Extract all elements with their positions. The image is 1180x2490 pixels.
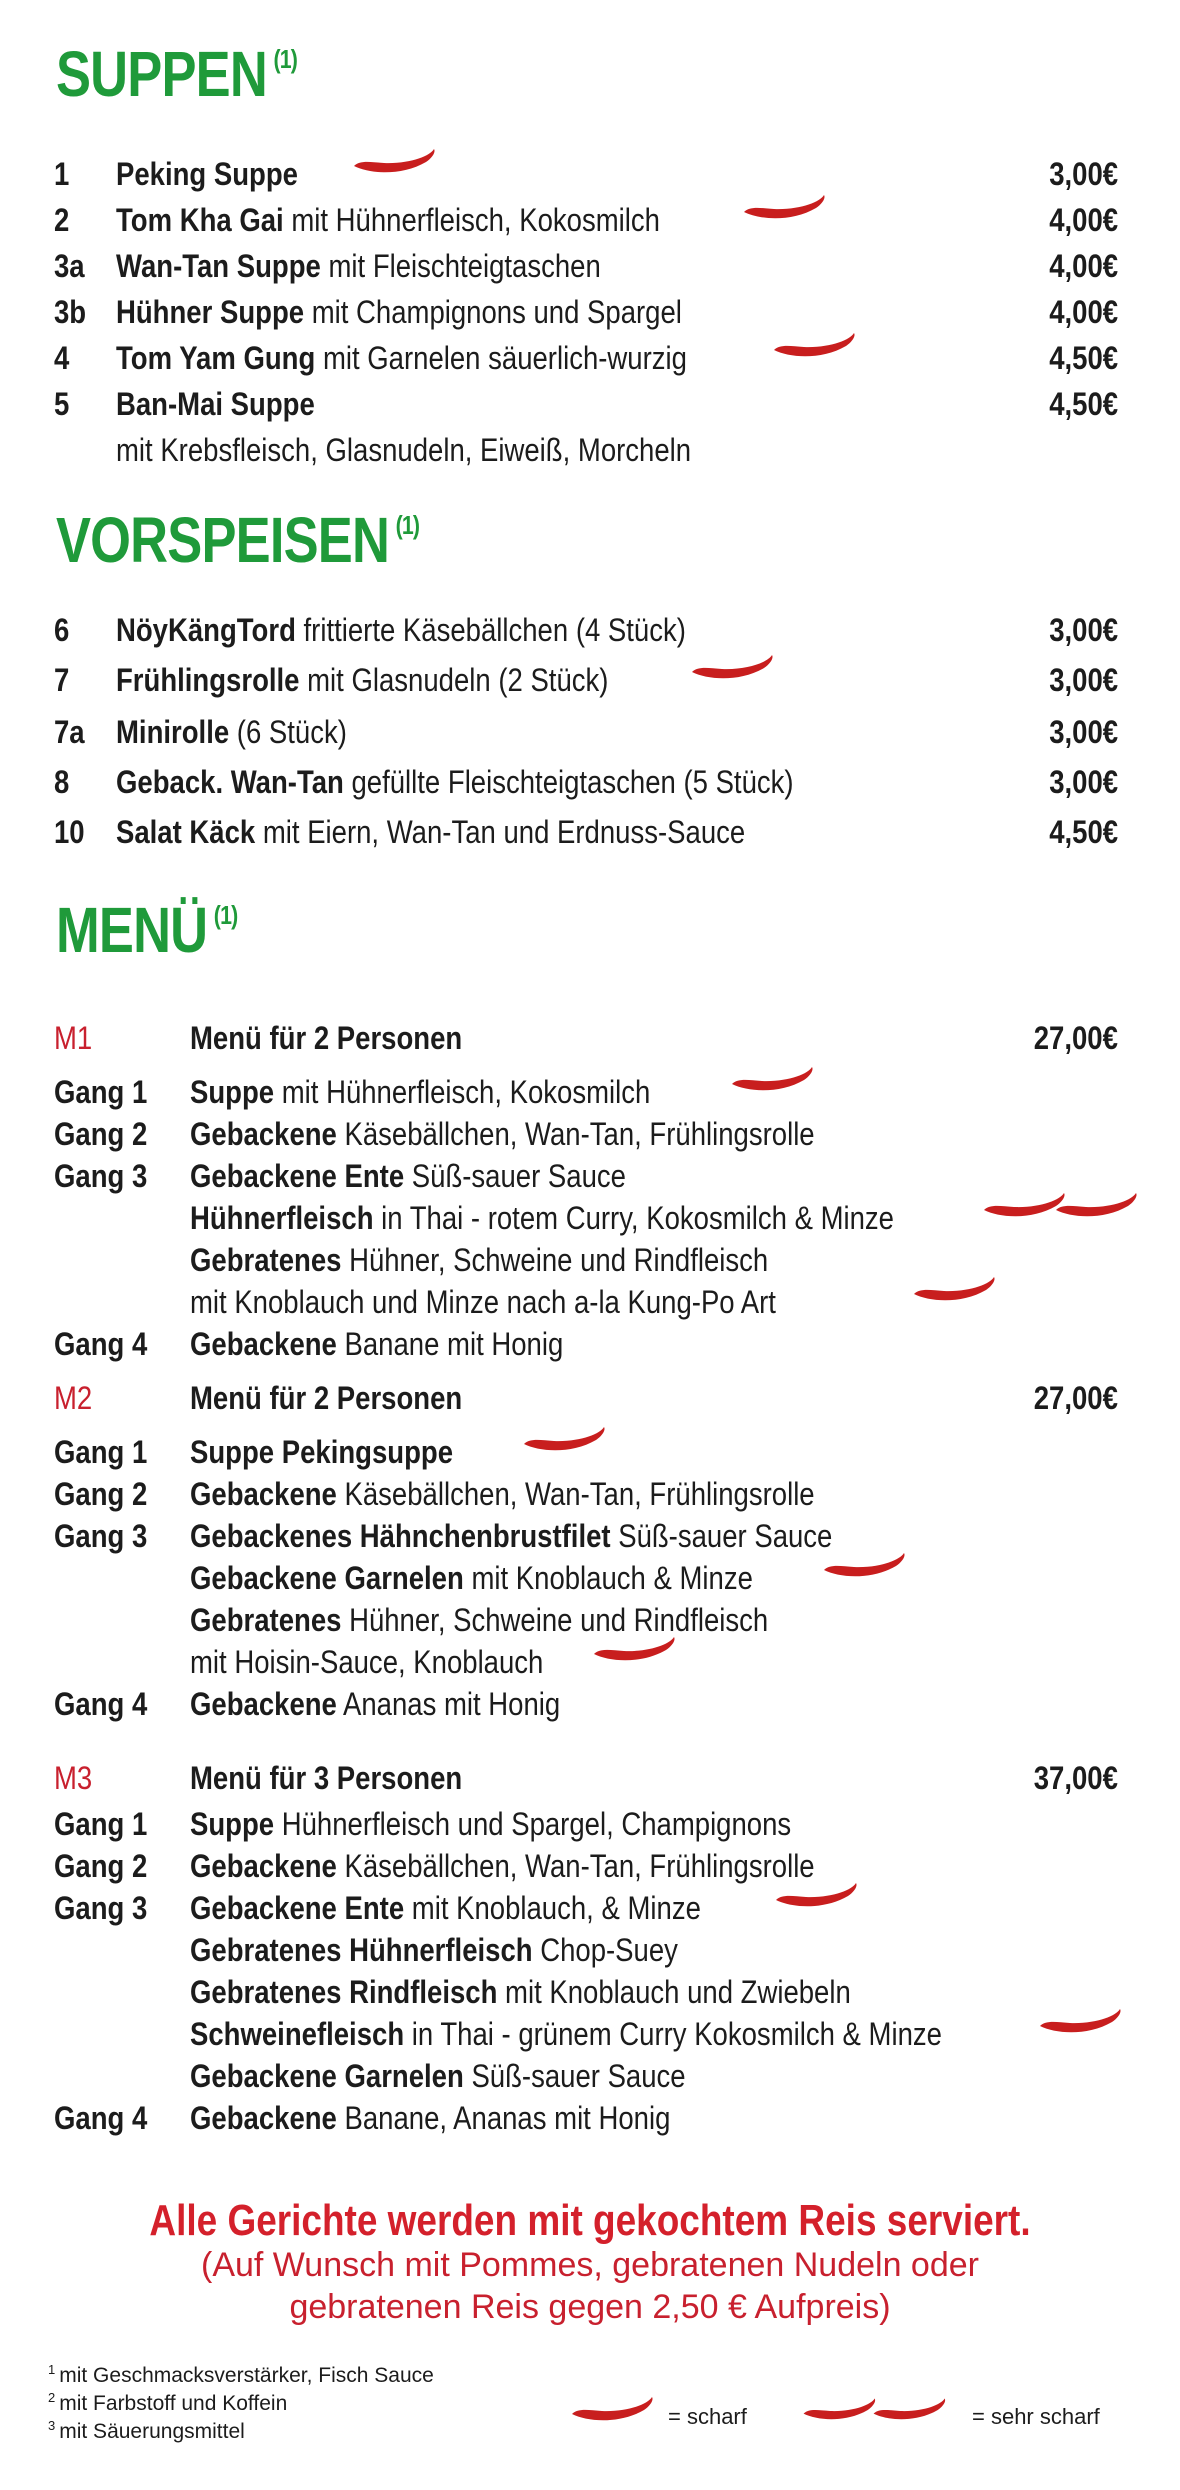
course-label: Gang 3 xyxy=(54,1890,148,1926)
course-description: mit Hoisin-Sauce, Knoblauch xyxy=(190,1644,544,1680)
item-name: Geback. Wan-Tan xyxy=(116,764,344,800)
rice-notice-price: gebratenen Reis gegen 2,50 € Aufpreis) xyxy=(289,2288,891,2326)
course-text xyxy=(190,2102,670,2134)
item-name: Salat Käck xyxy=(116,814,256,850)
course-dish: Gebackene xyxy=(190,1848,337,1884)
legend-scharf: = scharf xyxy=(668,2404,747,2429)
chili-pepper-icon xyxy=(590,1634,680,1668)
menu-title: Menü für 2 Personen xyxy=(190,1380,463,1416)
course-description: mit Knoblauch und Minze nach a-la Kung-Po Art xyxy=(190,1284,776,1320)
course-text xyxy=(190,1976,851,2008)
course-description: Süß-sauer Sauce xyxy=(463,2058,686,2094)
item-description: mit Eiern, Wan-Tan und Erdnuss-Sauce xyxy=(255,814,746,850)
item-number: 6 xyxy=(54,612,70,648)
course-dish: Suppe Pekingsuppe xyxy=(190,1434,454,1470)
rice-notice: Alle Gerichte werden mit gekochtem Reis serviert. xyxy=(149,2196,1031,2245)
chili-pepper-icon xyxy=(568,2394,658,2428)
chili-pepper-icon xyxy=(910,1274,1000,1308)
item-price: 3,00€ xyxy=(1049,156,1118,192)
course-dish: Gebackene Ente xyxy=(190,1890,405,1926)
item-number: 1 xyxy=(54,156,70,192)
item-name: Peking Suppe xyxy=(116,156,298,192)
item-text xyxy=(116,296,682,328)
item-number: 3b xyxy=(54,294,87,330)
item-description: frittierte Käsebällchen (4 Stück) xyxy=(295,612,686,648)
section-title-suppen: SUPPEN $^{(1)}$ xyxy=(56,38,298,110)
course-label: Gang 2 xyxy=(54,1848,148,1884)
course-description: in Thai - rotem Curry, Kokosmilch & Minze xyxy=(373,1200,894,1236)
item-price: 4,00€ xyxy=(1049,294,1118,330)
course-description: mit Knoblauch, & Minze xyxy=(404,1890,701,1926)
item-number: 4 xyxy=(54,340,70,376)
item-text xyxy=(116,816,745,848)
course-dish: Gebratenes Rindfleisch xyxy=(190,1974,498,2010)
item-price: 3,00€ xyxy=(1049,714,1118,750)
item-price: 3,00€ xyxy=(1049,764,1118,800)
course-dish: Gebackene xyxy=(190,1686,337,1722)
course-text xyxy=(190,1934,678,1966)
course-description: Hühnerfleisch und Spargel, Champignons xyxy=(274,1806,792,1842)
course-text xyxy=(190,1286,776,1318)
item-number: 7a xyxy=(54,714,85,750)
course-description: mit Knoblauch und Zwiebeln xyxy=(497,1974,851,2010)
chili-pepper-icon xyxy=(870,2394,950,2428)
course-label: Gang 4 xyxy=(54,1686,148,1722)
course-description: Käsebällchen, Wan-Tan, Frühlingsrolle xyxy=(336,1848,815,1884)
chili-pepper-icon xyxy=(740,192,830,226)
item-description: mit Garnelen säuerlich-wurzig xyxy=(315,340,687,376)
course-text xyxy=(190,2018,942,2050)
item-price: 4,00€ xyxy=(1049,202,1118,238)
item-text xyxy=(116,766,794,798)
course-label: Gang 2 xyxy=(54,1116,148,1152)
item-number: 5 xyxy=(54,386,70,422)
course-text xyxy=(190,1850,815,1882)
item-price: 4,50€ xyxy=(1049,340,1118,376)
course-dish: Gebackene xyxy=(190,2100,337,2136)
item-description: (6 Stück) xyxy=(229,714,347,750)
item-description: mit Hühnerfleisch, Kokosmilch xyxy=(283,202,660,238)
course-description: Süß-sauer Sauce xyxy=(610,1518,833,1554)
rice-notice-option: (Auf Wunsch mit Pommes, gebratenen Nudeln oder xyxy=(201,2246,979,2284)
chili-pepper-icon xyxy=(770,330,860,364)
chili-pepper-icon xyxy=(728,1064,818,1098)
course-label: Gang 4 xyxy=(54,1326,148,1362)
item-text xyxy=(116,250,601,282)
course-dish: Gebackene Garnelen xyxy=(190,1560,464,1596)
course-description: Süß-sauer Sauce xyxy=(404,1158,626,1194)
course-dish: Hühnerfleisch xyxy=(190,1200,374,1236)
item-text xyxy=(116,716,347,748)
item-number: 3a xyxy=(54,248,85,284)
course-dish: Gebackenes Hähnchenbrustfilet xyxy=(190,1518,611,1554)
item-text xyxy=(116,388,315,420)
footnote-3: $^3$ mit Säuerungsmittel xyxy=(48,2418,245,2443)
item-price: 3,00€ xyxy=(1049,612,1118,648)
item-price: 3,00€ xyxy=(1049,662,1118,698)
course-label: Gang 2 xyxy=(54,1476,148,1512)
item-text xyxy=(116,664,608,696)
course-description: Hühner, Schweine und Rindfleisch xyxy=(341,1602,769,1638)
course-label: Gang 1 xyxy=(54,1074,148,1110)
section-title-menu: MENÜ $^{(1)}$ xyxy=(56,894,238,966)
item-name: Tom Kha Gai xyxy=(116,202,284,238)
course-dish: Gebratenes xyxy=(190,1242,342,1278)
course-text xyxy=(190,1520,832,1552)
course-description: Käsebällchen, Wan-Tan, Frühlingsrolle xyxy=(336,1116,815,1152)
course-label: Gang 1 xyxy=(54,1434,148,1470)
course-label: Gang 1 xyxy=(54,1806,148,1842)
course-text xyxy=(190,1478,815,1510)
course-text xyxy=(190,1328,563,1360)
menu-price: 27,00€ xyxy=(1033,1380,1118,1416)
item-description: mit Glasnudeln (2 Stück) xyxy=(299,662,609,698)
item-number: 2 xyxy=(54,202,70,238)
course-text xyxy=(190,1688,560,1720)
item-text xyxy=(116,342,687,374)
item-number: 10 xyxy=(54,814,85,850)
chili-pepper-icon xyxy=(520,1424,610,1458)
course-dish: Gebackene xyxy=(190,1116,337,1152)
item-name: Frühlingsrolle xyxy=(116,662,300,698)
course-dish: Gebackene xyxy=(190,1476,337,1512)
item-text xyxy=(116,614,686,646)
item-name: Ban-Mai Suppe xyxy=(116,386,315,422)
course-text xyxy=(190,1202,894,1234)
course-text xyxy=(190,1436,453,1468)
menu-title: Menü für 3 Personen xyxy=(190,1760,463,1796)
item-description: mit Champignons und Spargel xyxy=(304,294,682,330)
item-name: NöyKängTord xyxy=(116,612,296,648)
course-description: Banane mit Honig xyxy=(336,1326,564,1362)
item-text xyxy=(116,204,660,236)
course-text xyxy=(190,1076,650,1108)
course-text xyxy=(190,1892,701,1924)
footnote-1: $^1$ mit Geschmacksverstärker, Fisch Sauce xyxy=(48,2362,434,2387)
menu-price: 37,00€ xyxy=(1033,1760,1118,1796)
course-description: Hühner, Schweine und Rindfleisch xyxy=(341,1242,769,1278)
chili-pepper-icon xyxy=(772,1880,862,1914)
item-number: 8 xyxy=(54,764,70,800)
course-label: Gang 3 xyxy=(54,1518,148,1554)
section-title-vorspeisen: VORSPEISEN $^{(1)}$ xyxy=(56,504,420,576)
course-text xyxy=(190,1562,753,1594)
menu-title: Menü für 2 Personen xyxy=(190,1020,463,1056)
chili-pepper-icon xyxy=(350,146,440,180)
item-name: Hühner Suppe xyxy=(116,294,305,330)
course-dish: Gebackene Ente xyxy=(190,1158,405,1194)
course-text xyxy=(190,1646,543,1678)
item-name: Wan-Tan Suppe xyxy=(116,248,321,284)
course-text xyxy=(190,2060,686,2092)
course-label: Gang 3 xyxy=(54,1158,148,1194)
course-dish: Gebackene xyxy=(190,1326,337,1362)
course-dish: Gebratenes Hühnerfleisch xyxy=(190,1932,533,1968)
item-name: Minirolle xyxy=(116,714,230,750)
course-text xyxy=(190,1244,768,1276)
course-text xyxy=(190,1808,791,1840)
footnote-2: $^2$ mit Farbstoff und Koffein xyxy=(48,2390,288,2415)
course-dish: Gebratenes xyxy=(190,1602,342,1638)
item-text xyxy=(116,158,298,190)
item-description: mit Fleischteigtaschen xyxy=(320,248,601,284)
chili-pepper-icon xyxy=(1036,2006,1126,2040)
menu-code: M3 xyxy=(54,1760,93,1796)
course-text xyxy=(190,1160,626,1192)
chili-pepper-icon xyxy=(688,652,778,686)
menu-code: M1 xyxy=(54,1020,93,1056)
chili-pepper-icon xyxy=(820,1550,910,1584)
course-description: Banane, Ananas mit Honig xyxy=(336,2100,671,2136)
menu-code: M2 xyxy=(54,1380,93,1416)
item-price: 4,50€ xyxy=(1049,814,1118,850)
item-description: mit Krebsfleisch, Glasnudeln, Eiweiß, Morcheln xyxy=(116,432,692,468)
course-description: Chop-Suey xyxy=(532,1932,678,1968)
menu-price: 27,00€ xyxy=(1033,1020,1118,1056)
course-dish: Suppe xyxy=(190,1806,275,1842)
item-number: 7 xyxy=(54,662,70,698)
course-text xyxy=(190,1118,815,1150)
item-price: 4,50€ xyxy=(1049,386,1118,422)
course-dish: Gebackene Garnelen xyxy=(190,2058,464,2094)
chili-pepper-icon xyxy=(1052,1190,1142,1224)
course-dish: Suppe xyxy=(190,1074,275,1110)
course-label: Gang 4 xyxy=(54,2100,148,2136)
legend-sehr-scharf: = sehr scharf xyxy=(972,2404,1100,2429)
item-description: gefüllte Fleischteigtaschen (5 Stück) xyxy=(343,764,794,800)
course-description: in Thai - grünem Curry Kokosmilch & Minze xyxy=(404,2016,942,2052)
item-name: Tom Yam Gung xyxy=(116,340,316,376)
item-price: 4,00€ xyxy=(1049,248,1118,284)
course-description: Käsebällchen, Wan-Tan, Frühlingsrolle xyxy=(336,1476,815,1512)
course-dish: Schweinefleisch xyxy=(190,2016,405,2052)
chili-pepper-icon xyxy=(800,2394,880,2428)
course-description: Ananas mit Honig xyxy=(336,1686,561,1722)
course-description: mit Hühnerfleisch, Kokosmilch xyxy=(274,1074,651,1110)
course-description: mit Knoblauch & Minze xyxy=(463,1560,753,1596)
course-text xyxy=(190,1604,768,1636)
